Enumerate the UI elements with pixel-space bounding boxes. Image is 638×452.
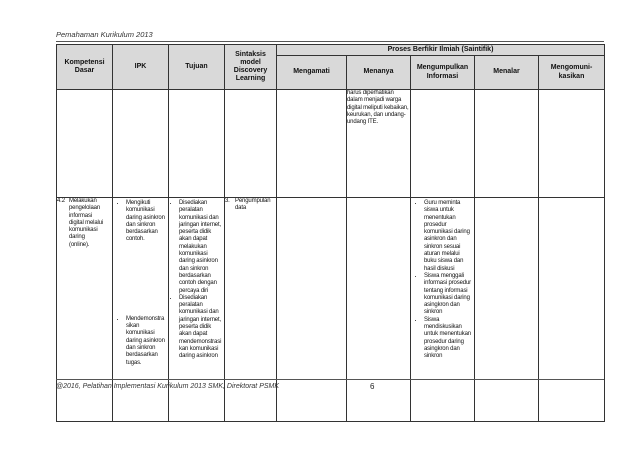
mengumpulkan-item: • Siswa menggali informasi prosedur tentang informasi komunikasi daring asingkron dan sinkron [424, 273, 472, 317]
cell-empty [411, 90, 475, 198]
kd-number: 4.2 [57, 198, 65, 204]
cell-mengamati [277, 198, 347, 422]
sintaksis-number: 3. [225, 198, 230, 204]
cell-menalar [475, 198, 539, 422]
cell-menanya-continued: harus diperhatikan dalam menjadi warga digital meliputi kebaikan, keurukan, dan undang-undang ITE. [347, 90, 411, 198]
mengumpulkan-item: • Guru meminta siswa untuk menentukan prosedur komunikasi daring asinkron dan sinkron sesuai aturan melalui buku siswa dan hasil diskusi [424, 200, 472, 273]
lesson-plan-table [56, 44, 605, 422]
cell-empty [475, 90, 539, 198]
page-header-title: Pemahaman Kurikulum 2013 [56, 30, 153, 39]
cell-empty [225, 90, 277, 198]
header-mengomunikasikan: Mengomuni-kasikan [539, 56, 605, 90]
header-divider [56, 41, 604, 42]
cell-mengumpulkan-informasi [411, 198, 475, 422]
tujuan-item: • Disediakan peralatan komunikasi dan jaringan internet, peserta didik akan dapat mendemonstrasikan komunikasi daring asinkron [179, 295, 222, 361]
header-mengumpulkan-informasi: Mengumpulkan Informasi [411, 56, 475, 90]
header-menalar: Menalar [475, 56, 539, 90]
page-number: 6 [370, 382, 375, 391]
cell-mengomunikasikan [539, 198, 605, 422]
table-row-continued [57, 90, 605, 198]
header-kompetensi-dasar: Kompetensi Dasar [57, 45, 113, 90]
header-sintaksis: Sintaksis model Discovery Learning [225, 45, 277, 90]
header-mengamati: Mengamati [277, 56, 347, 90]
mengumpulkan-item: • Siswa mendiskusikan untuk menentukan prosedur daring asingkron dan sinkron [424, 317, 472, 361]
kd-text: Melakukan pengelolaan informasi digital melalui komunikasi daring (online). [69, 198, 104, 248]
tujuan-item: • Disediakan peralatan komunikasi dan jaringan internet, peserta didik akan dapat melakukan komunikasi daring asinkron dan sinkron berdasarkan contoh dengan percaya diri [179, 200, 222, 295]
sintaksis-text: Pengumpulan data [235, 198, 271, 212]
footer-credit: @2016, Pelatihan Implementasi Kurikulum 2013 SMK, Direktorat PSMK [56, 383, 280, 390]
footer-divider [56, 379, 604, 380]
cell-empty [113, 90, 169, 198]
header-menanya: Menanya [347, 56, 411, 90]
header-ipk: IPK [113, 45, 169, 90]
cell-empty [57, 90, 113, 198]
cell-empty [169, 90, 225, 198]
cell-menanya [347, 198, 411, 422]
cell-empty [539, 90, 605, 198]
cell-empty [277, 90, 347, 198]
header-tujuan: Tujuan [169, 45, 225, 90]
ipk-item: • Mendemonstrasikan komunikasi daring asinkron dan sinkron berdasarkan tugas. [126, 316, 166, 367]
header-proses-saintifik: Proses Berfikir Ilmiah (Saintifik) [277, 45, 605, 56]
ipk-item: • Mengikuti komunikasi daring asinkron dan sinkron berdasarkan contoh. [126, 200, 166, 244]
